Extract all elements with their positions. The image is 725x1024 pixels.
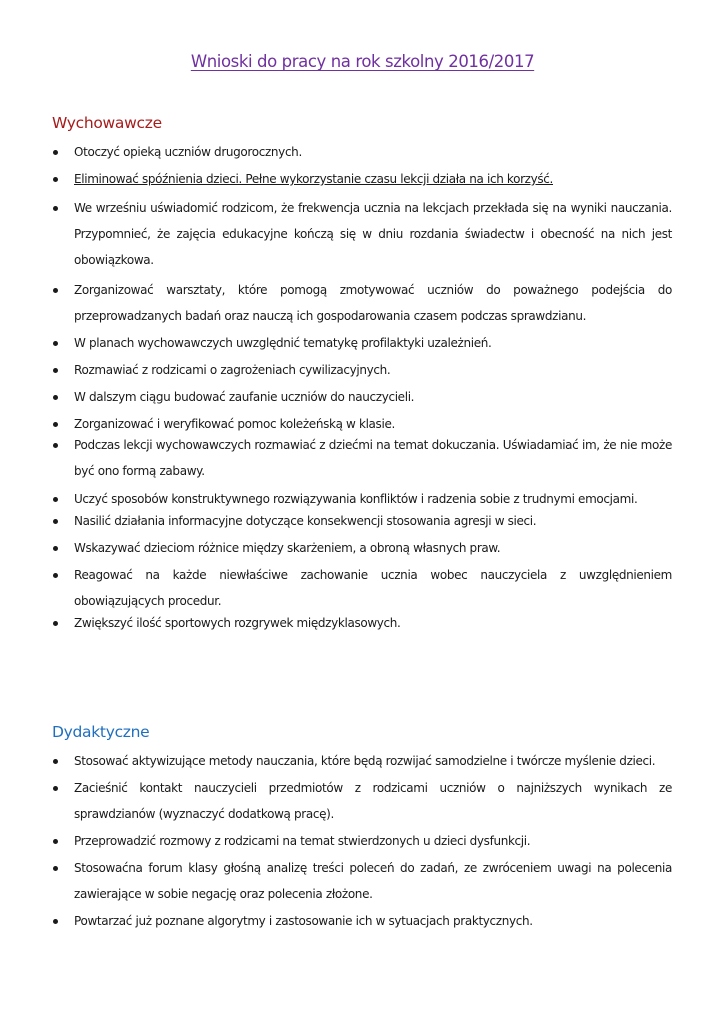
list-item: Otoczyć opieką uczniów drugorocznych. (52, 144, 672, 160)
list-item: Stosować aktywizujące metody nauczania, które będą rozwijać samodzielne i twórcze myślenie dzieci. (52, 748, 672, 774)
list-item: Zorganizować i weryfikować pomoc koleżeńską w klasie. (52, 416, 672, 432)
list-item: Stosowaćna forum klasy głośną analizę treści poleceń do zadań, ze zwróceniem uwagi na polecenia zawierające w sobie negację oraz polecenia złożone. (52, 855, 672, 907)
list-item-text: Eliminować spóźnienia dzieci. Pełne wykorzystanie czasu lekcji działa na ich korzyść. (74, 172, 553, 186)
list-item: Zacieśnić kontakt nauczycieli przedmiotów z rodzicami uczniów o najniższych wynikach ze sprawdzianów (wyznaczyć dodatkową pracę). (52, 775, 672, 827)
list-item: W dalszym ciągu budować zaufanie uczniów do nauczycieli. (52, 389, 672, 405)
section-heading-wychowawcze: Wychowawcze (52, 114, 162, 132)
document-title: Wnioski do pracy na rok szkolny 2016/2017 (190, 52, 535, 71)
dydaktyczne-list (52, 748, 672, 934)
list-item: Rozmawiać z rodzicami o zagrożeniach cywilizacyjnych. (52, 362, 672, 378)
list-item: W planach wychowawczych uwzględnić tematykę profilaktyki uzależnień. (52, 335, 672, 351)
list-item: Zwiększyć ilość sportowych rozgrywek międzyklasowych. (52, 615, 672, 631)
list-item (52, 171, 672, 187)
list-item: Reagować na każde niewłaściwe zachowanie ucznia wobec nauczyciela z uwzględnieniem obowiązujących procedur. (52, 562, 672, 614)
list-item: Uczyć sposobów konstruktywnego rozwiązywania konfliktów i radzenia sobie z trudnymi emocjami. (52, 486, 672, 512)
list-item: We wrześniu uświadomić rodzicom, że frekwencja ucznia na lekcjach przekłada się na wyniki nauczania. Przypomnieć, że zajęcia edukacyjne kończą się w dniu rozdania świadectw i obecność na nich jest obowiązkowa. (52, 195, 672, 273)
list-item: Przeprowadzić rozmowy z rodzicami na temat stwierdzonych u dzieci dysfunkcji. (52, 828, 672, 854)
list-item: Powtarzać już poznane algorytmy i zastosowanie ich w sytuacjach praktycznych. (52, 908, 672, 934)
list-item: Nasilić działania informacyjne dotyczące konsekwencji stosowania agresji w sieci. (52, 513, 672, 529)
wychowawcze-list (52, 144, 672, 631)
list-item: Podczas lekcji wychowawczych rozmawiać z dziećmi na temat dokuczania. Uświadamiać im, że nie może być ono formą zabawy. (52, 432, 672, 484)
section-heading-dydaktyczne: Dydaktyczne (52, 723, 150, 741)
list-item: Zorganizować warsztaty, które pomogą zmotywować uczniów do poważnego podejścia do przeprowadzanych badań oraz nauczą ich gospodarowania czasem podczas sprawdzianu. (52, 277, 672, 329)
list-item: Wskazywać dzieciom różnice między skarżeniem, a obroną własnych praw. (52, 540, 672, 556)
